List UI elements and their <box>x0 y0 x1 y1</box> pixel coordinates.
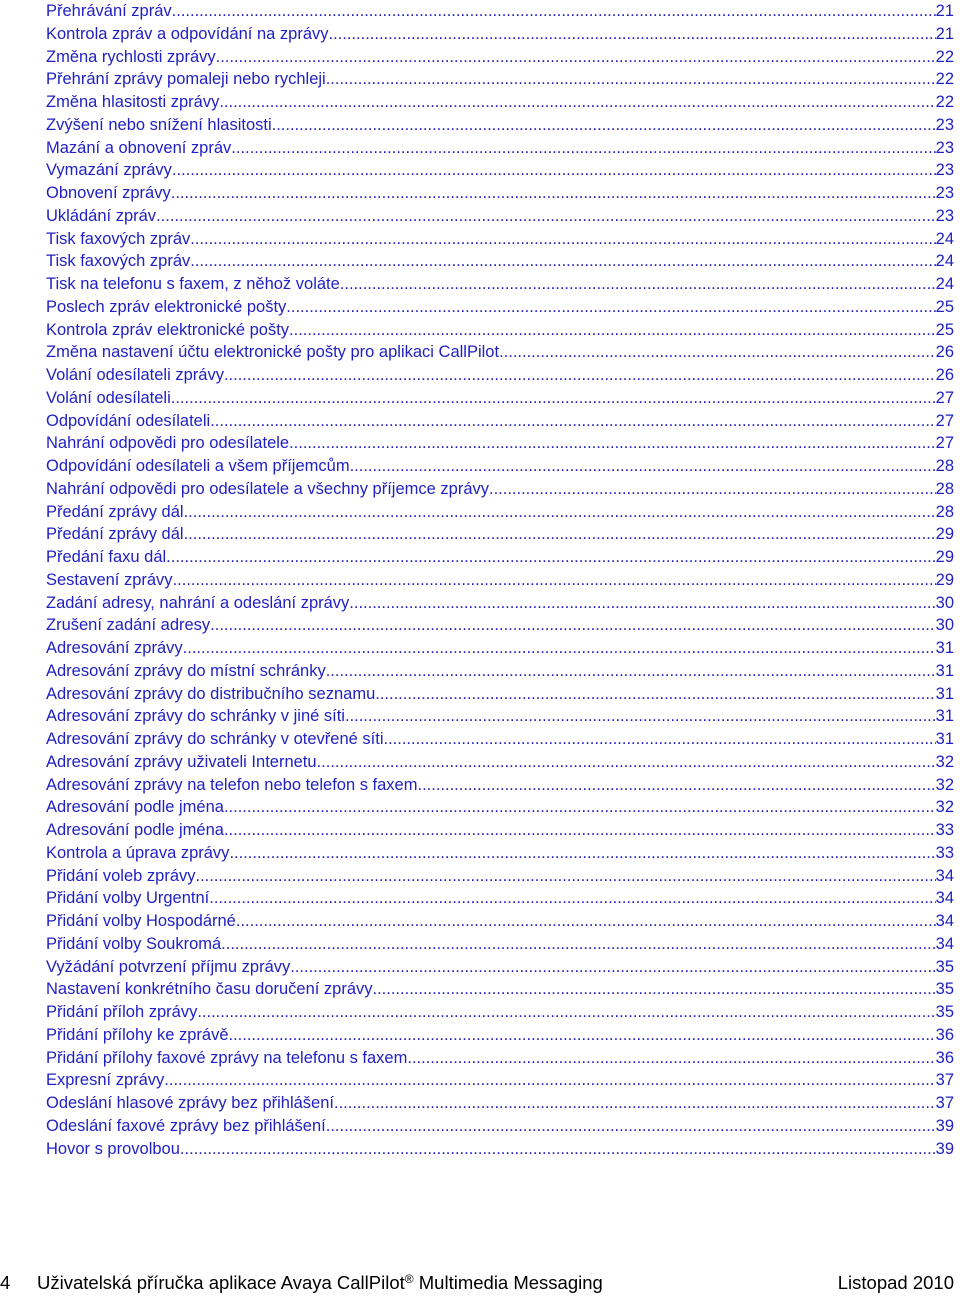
toc-entry-title: Ukládání zpráv <box>46 206 157 225</box>
toc-entry-title: Poslech zpráv elektronické pošty <box>46 297 287 316</box>
toc-item <box>46 46 954 69</box>
toc-entry-link[interactable] <box>46 1024 954 1047</box>
toc-dot-leader <box>272 114 936 137</box>
toc-entry-link[interactable] <box>46 159 954 182</box>
toc-item <box>46 91 954 114</box>
toc-item <box>46 296 954 319</box>
toc-entry-title: Odpovídání odesílateli a všem příjemcům <box>46 457 350 475</box>
toc-entry-link[interactable] <box>46 728 954 751</box>
toc-item <box>46 250 954 273</box>
toc-item <box>46 660 954 683</box>
toc-entry-title: Změna rychlosti zprávy <box>46 47 216 66</box>
toc-entry-link[interactable] <box>46 387 954 410</box>
toc-dot-leader <box>407 1047 935 1070</box>
toc-entry-title: Tisk faxových zpráv <box>46 252 191 271</box>
toc-entry-link[interactable] <box>46 68 954 91</box>
toc-item <box>46 523 954 546</box>
toc-entry-page-number: 23 <box>935 115 954 134</box>
toc-entry-page-number: 33 <box>935 843 954 862</box>
toc-entry-link[interactable] <box>46 410 954 433</box>
toc-entry-page-number: 33 <box>935 821 954 839</box>
toc-dot-leader <box>224 796 936 819</box>
toc-entry-title: Předání zprávy dál <box>46 502 184 521</box>
toc-entry-page-number: 39 <box>935 1139 954 1158</box>
toc-dot-leader <box>229 842 935 865</box>
toc-entry-link[interactable] <box>46 341 954 364</box>
toc-entry-page-number: 32 <box>935 798 954 817</box>
toc-dot-leader <box>375 683 935 706</box>
toc-item <box>46 0 954 23</box>
toc-item <box>46 159 954 182</box>
toc-entry-page-number: 22 <box>935 93 954 111</box>
toc-entry-link[interactable] <box>46 1092 954 1115</box>
toc-entry-link[interactable] <box>46 569 954 592</box>
toc-entry-title: Přehrávání zpráv <box>46 2 172 20</box>
toc-item <box>46 705 954 728</box>
toc-entry-page-number: 29 <box>935 525 954 544</box>
toc-entry-link[interactable] <box>46 273 954 296</box>
toc-item <box>46 1115 954 1138</box>
toc-dot-leader <box>350 455 936 478</box>
toc-entry-title: Tisk na telefonu s faxem, z něhož voláte <box>46 275 340 293</box>
toc-entry-title: Přidání přílohy faxové zprávy na telefonu s faxem <box>46 1048 408 1067</box>
toc-dot-leader <box>326 660 936 683</box>
toc-item <box>46 205 954 228</box>
toc-item <box>46 956 954 979</box>
toc-dot-leader <box>221 933 935 956</box>
toc-entry-title: Volání odesílateli zprávy <box>46 366 224 384</box>
toc-entry-title: Předání zprávy dál <box>46 525 184 544</box>
toc-entry-title: Expresní zprávy <box>46 1071 165 1090</box>
toc-entry-page-number: 28 <box>935 502 954 521</box>
toc-entry-link[interactable] <box>46 865 954 888</box>
toc-entry-link[interactable] <box>46 978 954 1001</box>
toc-item <box>46 592 954 615</box>
toc-dot-leader <box>384 728 936 751</box>
toc-item <box>46 614 954 637</box>
toc-entry-title: Adresování zprávy do schránky v jiné síti <box>46 707 345 726</box>
toc-dot-leader <box>171 182 936 205</box>
toc-entry-page-number: 37 <box>935 1071 954 1090</box>
toc-entry-title: Přidání volby Urgentní <box>46 889 210 908</box>
toc-dot-leader <box>334 1092 936 1115</box>
toc-dot-leader <box>196 865 936 888</box>
toc-entry-link[interactable] <box>46 91 954 114</box>
toc-entry-page-number: 29 <box>935 570 954 589</box>
toc-entry-page-number: 28 <box>935 457 954 475</box>
footer-title-product: Multimedia Messaging <box>413 1272 603 1293</box>
toc-entry-title: Zvýšení nebo snížení hlasitosti <box>46 115 272 134</box>
toc-entry-title: Přidání přílohy ke zprávě <box>46 1025 229 1044</box>
toc-entry-link[interactable] <box>46 614 954 637</box>
toc-entry-title: Přidání volby Hospodárné <box>46 912 236 930</box>
toc-dot-leader <box>224 364 936 387</box>
toc-entry-title: Adresování zprávy do distribučního seznamu <box>46 684 376 703</box>
toc-dot-leader <box>499 341 936 364</box>
toc-entry-page-number: 26 <box>935 343 954 362</box>
toc-item <box>46 569 954 592</box>
toc-entry-page-number: 24 <box>935 275 954 293</box>
toc-entry-page-number: 35 <box>935 1003 954 1021</box>
toc-entry-link[interactable] <box>46 296 954 319</box>
toc-entry-page-number: 34 <box>935 912 954 930</box>
toc-entry-title: Změna nastavení účtu elektronické pošty pro aplikaci CallPilot <box>46 343 500 362</box>
toc-item <box>46 637 954 660</box>
toc-entry-page-number: 23 <box>935 138 954 157</box>
footer-title-main: Uživatelská příručka aplikace Avaya CallPilot <box>37 1272 405 1293</box>
toc-dot-leader <box>224 819 936 842</box>
toc-entry-page-number: 24 <box>935 229 954 248</box>
toc-entry-link[interactable] <box>46 887 954 910</box>
toc-entry-title: Přidání voleb zprávy <box>46 866 196 885</box>
toc-entry-title: Odeslání hlasové zprávy bez přihlášení <box>46 1094 334 1112</box>
toc-entry-link[interactable] <box>46 1138 954 1161</box>
toc-entry-title: Nastavení konkrétního času doručení zprávy <box>46 980 373 999</box>
toc-entry-link[interactable] <box>46 660 954 683</box>
toc-entry-link[interactable] <box>46 1069 954 1092</box>
toc-dot-leader <box>184 523 936 546</box>
toc-item <box>46 455 954 478</box>
toc-entry-title: Kontrola zpráv elektronické pošty <box>46 320 290 339</box>
toc-entry-link[interactable] <box>46 1001 954 1024</box>
toc-entry-link[interactable] <box>46 819 954 842</box>
toc-entry-page-number: 34 <box>935 889 954 908</box>
toc-item <box>46 1024 954 1047</box>
toc-entry-link[interactable] <box>46 364 954 387</box>
toc-entry-link[interactable] <box>46 523 954 546</box>
toc-entry-page-number: 35 <box>935 957 954 976</box>
toc-entry-page-number: 23 <box>935 184 954 202</box>
toc-entry-title: Adresování zprávy do schránky v otevřené síti <box>46 730 384 748</box>
toc-entry-page-number: 22 <box>935 70 954 89</box>
toc-item <box>46 546 954 569</box>
toc-entry-page-number: 31 <box>935 639 954 657</box>
toc-entry-link[interactable] <box>46 432 954 455</box>
toc-item <box>46 842 954 865</box>
toc-entry-link[interactable] <box>46 501 954 524</box>
toc-entry-page-number: 31 <box>935 684 954 703</box>
toc-dot-leader <box>317 751 936 774</box>
toc-entry-link[interactable] <box>46 319 954 342</box>
toc-entry-title: Vymazání zprávy <box>46 161 172 180</box>
toc-entry-title: Přidání volby Soukromá <box>46 934 222 953</box>
toc-dot-leader <box>190 228 935 251</box>
footer-document-title <box>37 1272 603 1294</box>
toc-dot-leader <box>180 1138 936 1161</box>
toc-entry-page-number: 32 <box>935 775 954 794</box>
toc-entry-link[interactable] <box>46 205 954 228</box>
toc-item <box>46 137 954 160</box>
toc-item <box>46 273 954 296</box>
toc-entry-page-number: 34 <box>935 934 954 953</box>
toc-entry-link[interactable] <box>46 910 954 933</box>
toc-item <box>46 23 954 46</box>
toc-item <box>46 933 954 956</box>
toc-entry-title: Kontrola a úprava zprávy <box>46 843 230 862</box>
toc-item <box>46 387 954 410</box>
toc-dot-leader <box>171 387 936 410</box>
toc-entry-page-number: 39 <box>935 1116 954 1135</box>
toc-entry-page-number: 36 <box>935 1048 954 1067</box>
toc-entry-page-number: 31 <box>935 661 954 680</box>
toc-entry-link[interactable] <box>46 228 954 251</box>
toc-entry-title: Nahrání odpovědi pro odesílatele a všechny příjemce zprávy <box>46 479 489 498</box>
toc-dot-leader <box>172 0 936 23</box>
toc-entry-page-number: 21 <box>935 2 954 20</box>
toc-dot-leader <box>326 68 936 91</box>
toc-entry-title: Přidání příloh zprávy <box>46 1003 198 1021</box>
toc-entry-title: Tisk faxových zpráv <box>46 229 191 248</box>
registered-trademark-mark: ® <box>404 1272 414 1286</box>
toc-entry-title: Změna hlasitosti zprávy <box>46 93 220 111</box>
table-of-contents <box>46 0 954 1160</box>
toc-item <box>46 114 954 137</box>
toc-entry-page-number: 34 <box>935 866 954 885</box>
toc-dot-leader <box>345 705 936 728</box>
toc-entry-page-number: 30 <box>935 593 954 612</box>
toc-entry-page-number: 25 <box>935 320 954 339</box>
toc-dot-leader <box>236 910 936 933</box>
toc-item <box>46 410 954 433</box>
toc-dot-leader <box>229 1024 936 1047</box>
footer-date: Listopad 2010 <box>837 1272 954 1293</box>
toc-dot-leader <box>172 159 936 182</box>
toc-entry-title: Odeslání faxové zprávy bez přihlášení <box>46 1116 326 1135</box>
toc-entry-link[interactable] <box>46 1047 954 1070</box>
toc-item <box>46 887 954 910</box>
toc-entry-title: Nahrání odpovědi pro odesílatele <box>46 434 290 453</box>
toc-entry-link[interactable] <box>46 796 954 819</box>
toc-entry-link[interactable] <box>46 137 954 160</box>
toc-entry-title: Přehrání zprávy pomaleji nebo rychleji <box>46 70 326 89</box>
toc-entry-title: Adresování podle jména <box>46 798 224 817</box>
toc-item <box>46 1138 954 1161</box>
toc-entry-link[interactable] <box>46 705 954 728</box>
toc-entry-page-number: 31 <box>935 730 954 748</box>
toc-entry-link[interactable] <box>46 23 954 46</box>
toc-entry-title: Vyžádání potvrzení příjmu zprávy <box>46 957 291 976</box>
toc-dot-leader <box>340 273 936 296</box>
toc-entry-link[interactable] <box>46 250 954 273</box>
toc-entry-page-number: 28 <box>935 479 954 498</box>
toc-item <box>46 1001 954 1024</box>
toc-item <box>46 319 954 342</box>
toc-item <box>46 68 954 91</box>
toc-item <box>46 774 954 797</box>
toc-item <box>46 819 954 842</box>
toc-entry-link[interactable] <box>46 478 954 501</box>
toc-item <box>46 1069 954 1092</box>
toc-dot-leader <box>373 978 936 1001</box>
toc-item <box>46 1047 954 1070</box>
toc-dot-leader <box>183 637 936 660</box>
toc-dot-leader <box>156 205 936 228</box>
toc-entry-title: Kontrola zpráv a odpovídání na zprávy <box>46 24 329 43</box>
toc-dot-leader <box>210 410 935 433</box>
toc-dot-leader <box>349 592 935 615</box>
toc-entry-link[interactable] <box>46 956 954 979</box>
toc-entry-link[interactable] <box>46 842 954 865</box>
toc-item <box>46 478 954 501</box>
toc-entry-link[interactable] <box>46 592 954 615</box>
toc-dot-leader <box>231 137 935 160</box>
toc-entry-title: Zadání adresy, nahrání a odeslání zprávy <box>46 593 350 612</box>
toc-entry-title: Sestavení zprávy <box>46 570 173 589</box>
toc-entry-title: Odpovídání odesílateli <box>46 411 211 430</box>
toc-dot-leader <box>290 956 935 979</box>
toc-entry-page-number: 23 <box>935 206 954 225</box>
toc-item <box>46 228 954 251</box>
toc-entry-page-number: 21 <box>935 24 954 43</box>
toc-entry-page-number: 27 <box>935 434 954 453</box>
toc-entry-title: Obnovení zprávy <box>46 184 171 202</box>
toc-entry-title: Adresování zprávy <box>46 639 183 657</box>
toc-item <box>46 432 954 455</box>
toc-entry-title: Předání faxu dál <box>46 548 167 566</box>
toc-item <box>46 751 954 774</box>
toc-dot-leader <box>173 569 936 592</box>
toc-entry-link[interactable] <box>46 1115 954 1138</box>
toc-entry-title: Hovor s provolbou <box>46 1139 180 1158</box>
toc-entry-link[interactable] <box>46 455 954 478</box>
toc-entry-link[interactable] <box>46 933 954 956</box>
toc-entry-page-number: 27 <box>935 411 954 430</box>
footer-page-number: 4 <box>0 1272 11 1293</box>
toc-dot-leader <box>210 614 935 637</box>
toc-entry-page-number: 23 <box>935 161 954 180</box>
toc-entry-page-number: 30 <box>935 616 954 635</box>
toc-dot-leader <box>164 1069 935 1092</box>
toc-dot-leader <box>184 501 936 524</box>
toc-item <box>46 865 954 888</box>
toc-item <box>46 728 954 751</box>
toc-dot-leader <box>489 478 936 501</box>
toc-dot-leader <box>289 319 936 342</box>
toc-entry-link[interactable] <box>46 751 954 774</box>
toc-dot-leader <box>286 296 935 319</box>
toc-entry-title: Volání odesílateli <box>46 388 171 407</box>
toc-entry-link[interactable] <box>46 114 954 137</box>
toc-entry-page-number: 29 <box>935 548 954 566</box>
toc-dot-leader <box>219 91 935 114</box>
toc-entry-page-number: 22 <box>935 47 954 66</box>
toc-item <box>46 182 954 205</box>
toc-entry-page-number: 25 <box>935 297 954 316</box>
toc-entry-title: Adresování podle jména <box>46 821 224 839</box>
toc-dot-leader <box>209 887 935 910</box>
toc-entry-link[interactable] <box>46 637 954 660</box>
toc-entry-page-number: 24 <box>935 252 954 271</box>
toc-entry-page-number: 37 <box>935 1094 954 1112</box>
toc-dot-leader <box>166 546 935 569</box>
toc-item <box>46 364 954 387</box>
toc-entry-link[interactable] <box>46 46 954 69</box>
toc-entry-page-number: 36 <box>935 1025 954 1044</box>
toc-item <box>46 341 954 364</box>
toc-dot-leader <box>289 432 936 455</box>
toc-entry-page-number: 27 <box>935 388 954 407</box>
toc-item <box>46 910 954 933</box>
toc-entry-page-number: 35 <box>935 980 954 999</box>
toc-dot-leader <box>216 46 936 69</box>
toc-entry-page-number: 26 <box>935 366 954 384</box>
toc-entry-link[interactable] <box>46 182 954 205</box>
toc-item <box>46 978 954 1001</box>
toc-item <box>46 796 954 819</box>
toc-entry-link[interactable] <box>46 0 954 23</box>
toc-entry-title: Adresování zprávy do místní schránky <box>46 661 326 680</box>
toc-dot-leader <box>197 1001 935 1024</box>
toc-entry-title: Adresování zprávy uživateli Internetu <box>46 752 317 771</box>
toc-dot-leader <box>326 1115 936 1138</box>
toc-entry-link[interactable] <box>46 683 954 706</box>
toc-entry-link[interactable] <box>46 546 954 569</box>
toc-dot-leader <box>329 23 936 46</box>
toc-entry-title: Mazání a obnovení zpráv <box>46 138 232 157</box>
toc-dot-leader <box>417 774 935 797</box>
toc-dot-leader <box>190 250 935 273</box>
toc-entry-page-number: 31 <box>935 707 954 726</box>
toc-item <box>46 1092 954 1115</box>
toc-entry-page-number: 32 <box>935 752 954 771</box>
toc-item <box>46 683 954 706</box>
toc-item <box>46 501 954 524</box>
toc-entry-title: Adresování zprávy na telefon nebo telefon s faxem <box>46 775 418 794</box>
toc-entry-title: Zrušení zadání adresy <box>46 616 211 635</box>
toc-entry-link[interactable] <box>46 774 954 797</box>
page-footer <box>0 1270 956 1296</box>
